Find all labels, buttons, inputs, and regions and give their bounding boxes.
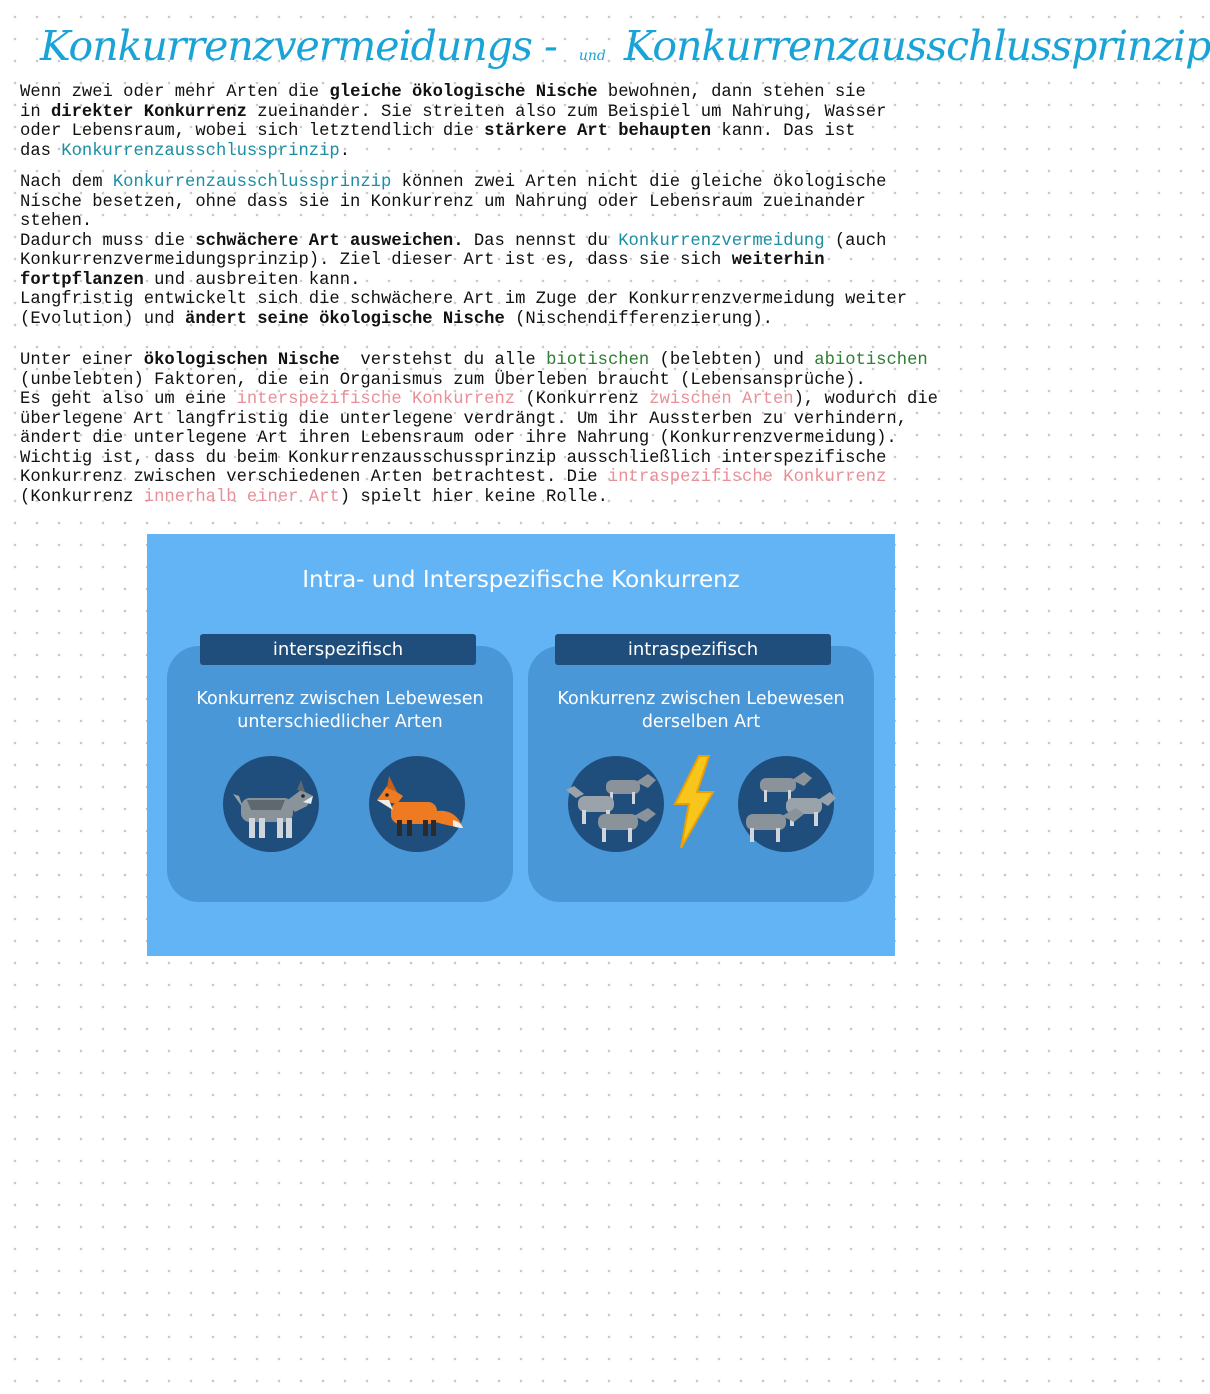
text-run: Konkurrenzvermeidungsprinzip). Ziel dieser Art ist es, dass sie sich [20, 251, 732, 270]
title-connector: und [578, 48, 606, 64]
text-run: Nische besetzen, ohne dass sie in Konkurrenz um Nahrung oder Lebensraum zueinander [20, 192, 866, 212]
text-run: . [339, 141, 351, 161]
bold-term: fortpflanzen [20, 270, 144, 290]
text-run: kann. Das ist [711, 122, 856, 141]
fox-icon [369, 756, 465, 852]
text-line [20, 371, 1065, 391]
text-line [20, 83, 1065, 103]
text-run: stehen. [20, 212, 93, 231]
highlighted-term: Konkurrenzausschlussprinzip [112, 173, 392, 192]
highlighted-term: abiotischen [814, 351, 928, 370]
text-run: ) spielt hier keine Rolle. [339, 487, 608, 507]
interspecific-tag: interspezifisch [200, 634, 476, 665]
text-run: und ausbreiten kann. [143, 270, 361, 290]
text-run: überlegene Art langfristig die unterlegene verdrängt. Um ihr Aussterben zu verhindern, [20, 409, 908, 429]
text-run: bewohnen, dann stehen sie [597, 83, 866, 102]
text-line [20, 290, 1065, 310]
text-run: (Konkurrenz [515, 390, 650, 409]
text-run: (Nischendifferenzierung). [504, 309, 773, 329]
text-run: das [20, 141, 62, 161]
intraspecific-panel [528, 646, 874, 902]
text-line [20, 232, 1065, 252]
text-line [20, 449, 1065, 469]
text-run: ), wodurch die [793, 390, 938, 409]
lightning-icon [671, 756, 715, 848]
text-line [20, 488, 1065, 508]
wolf-icon [223, 756, 319, 852]
text-line [20, 390, 1065, 410]
bold-term: weiterhin [731, 251, 825, 270]
text-line [20, 142, 1065, 162]
text-line [20, 410, 1065, 430]
bold-term: stärkere Art behaupten [484, 122, 712, 141]
intraspecific-tag: intraspezifisch [555, 634, 831, 665]
text-run: zueinander. Sie streiten also zum Beispiel um Nahrung, Wasser [246, 102, 887, 122]
text-line [20, 193, 1065, 213]
text-run: ändert die unterlegene Art ihren Lebensraum oder ihre Nahrung (Konkurrenzvermeidung). [20, 429, 897, 448]
text-run: (unbelebten) Faktoren, die ein Organismus zum Überleben braucht (Lebensansprüche). [20, 370, 866, 390]
highlighted-term: Konkurrenzausschlussprinzip [61, 141, 340, 161]
highlighted-term: interspezifische Konkurrenz [236, 390, 516, 409]
text-run: (auch [824, 231, 887, 251]
text-run: Dadurch muss die [20, 231, 196, 251]
highlighted-term: zwischen Arten [649, 390, 794, 409]
text-run: Wenn zwei oder mehr Arten die [20, 83, 330, 102]
text-run: Wichtig ist, dass du beim Konkurrenzausschussprinzip ausschließlich interspezifische [20, 448, 887, 468]
text-line [20, 122, 1065, 142]
text-line [20, 173, 1065, 193]
title-part-2: Konkurrenzausschlussprinzip [623, 22, 1210, 70]
bold-term: ökologischen Nische [143, 351, 340, 370]
text-line [20, 271, 1065, 291]
text-line [20, 429, 1065, 449]
title-part-1: Konkurrenzvermeidungs - [40, 22, 557, 70]
bold-term: schwächere Art ausweichen. [195, 231, 464, 251]
interspecific-description: Konkurrenz zwischen Lebewesen unterschiedlicher Arten [196, 689, 484, 732]
highlighted-term: intraspezifische Konkurrenz [607, 468, 887, 487]
paragraph-ecological-niche [20, 351, 1065, 507]
paragraph-competition [20, 83, 1065, 161]
text-run: Nach dem [20, 173, 113, 192]
infographic-title: Intra- und Interspezifische Konkurrenz [302, 567, 740, 593]
bold-term: gleiche ökologische Nische [329, 83, 598, 102]
highlighted-term: innerhalb einer Art [143, 487, 340, 507]
page-title [40, 22, 1210, 84]
text-run: in [20, 102, 51, 122]
text-line [20, 251, 1065, 271]
bold-term: ändert seine ökologische Nische [185, 309, 505, 329]
text-line [20, 103, 1065, 123]
text-run: (belebten) und [649, 351, 815, 370]
intraspecific-description: Konkurrenz zwischen Lebewesen derselben Art [557, 689, 845, 732]
competition-infographic [147, 534, 895, 956]
text-line [20, 351, 1065, 371]
text-line [20, 212, 1065, 232]
text-run: Es geht also um eine [20, 390, 237, 409]
text-line [20, 468, 1065, 488]
wolf-pack-icon [738, 756, 834, 852]
highlighted-term: Konkurrenzvermeidung [618, 231, 825, 251]
text-run: verstehst du alle [339, 351, 547, 370]
bold-term: direkter Konkurrenz [50, 102, 247, 122]
text-run: (Konkurrenz [20, 487, 144, 507]
highlighted-term: biotischen [546, 351, 650, 370]
text-line [20, 310, 1065, 330]
wolf-pack-icon [568, 756, 664, 852]
text-run: oder Lebensraum, wobei sich letztendlich die [20, 122, 485, 141]
text-run: Konkurrenz zwischen verschiedenen Arten betrachtest. Die [20, 468, 608, 487]
text-run: Unter einer [20, 351, 144, 370]
paragraph-exclusion-principle [20, 173, 1065, 329]
text-run: Das nennst du [463, 231, 619, 251]
interspecific-panel [167, 646, 513, 902]
text-run: (Evolution) und [20, 309, 186, 329]
text-run: können zwei Arten nicht die gleiche ökologische [391, 173, 887, 192]
text-run: Langfristig entwickelt sich die schwächere Art im Zuge der Konkurrenzvermeidung weiter [20, 290, 908, 309]
